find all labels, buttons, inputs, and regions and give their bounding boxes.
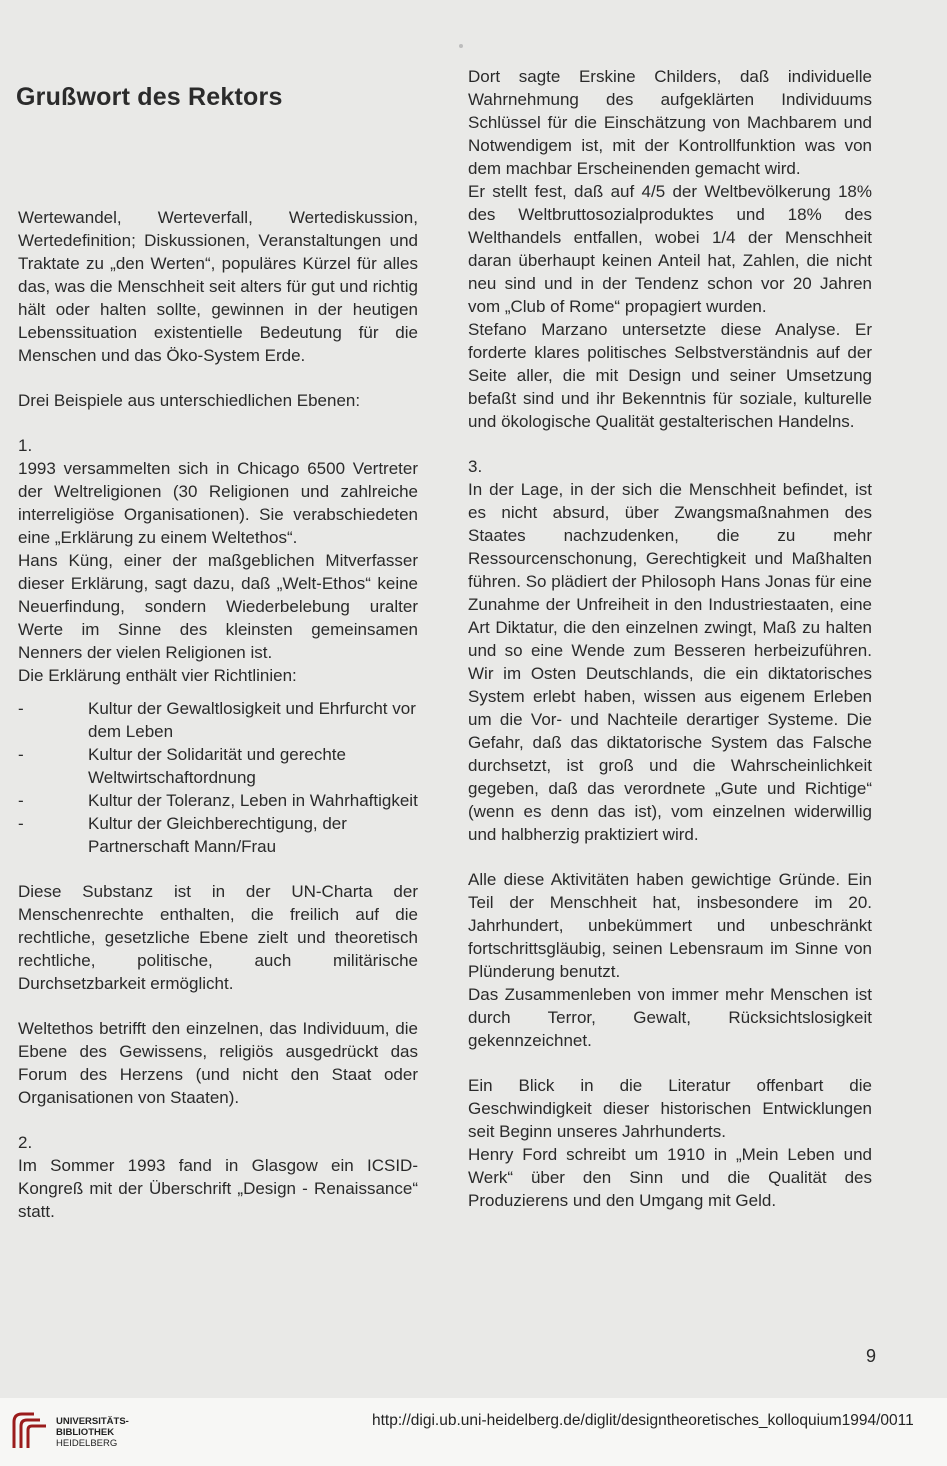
list-item <box>18 697 418 743</box>
paper-speck <box>459 44 463 48</box>
footer-bar <box>0 1398 947 1466</box>
list-item-text: Kultur der Solidarität und gerechte Weltwirtschaftordnung <box>88 745 346 787</box>
list-item-text: Kultur der Gleichberechtigung, der Partnerschaft Mann/Frau <box>88 814 347 856</box>
right-column <box>468 65 872 1212</box>
intro-paragraph: Wertewandel, Werteverfall, Wertediskussion, Wertedefinition; Diskussionen, Veranstaltungen und Traktate zu „den Werten“, populäres Kürzel für alles das, was die Menschheit seit alters für gut und richtig hält oder halten sollte, gewinnen in der heutigen Lebenssituation existentielle Bedeutung für die Menschen und das Öko-System Erde. <box>18 208 418 365</box>
list-dash: - <box>18 745 24 764</box>
list-item-text: Kultur der Toleranz, Leben in Wahrhaftigkeit <box>88 791 418 810</box>
list-item <box>18 812 418 858</box>
list-dash: - <box>18 699 24 718</box>
chicago-paragraph: 1993 versammelten sich in Chicago 6500 Vertreter der Weltreligionen (30 Religionen und zahlreiche interreligiöse Organisationen). Sie verabschiedeten eine „Erklärung zu einem Weltethos“. <box>18 459 418 547</box>
examples-intro: Drei Beispiele aus unterschiedlichen Ebenen: <box>18 391 361 410</box>
list-dash: - <box>18 791 24 810</box>
kueng-paragraph: Hans Küng, einer der maßgeblichen Mitverfasser dieser Erklärung, sagt dazu, daß „Welt-Ethos“ keine Neuerfindung, sondern Wiederbelebung uralter Werte im Sinne des kleinsten gemeinsamen Nenners der vielen Religionen ist. <box>18 551 418 662</box>
list-dash: - <box>18 814 24 833</box>
un-charter-paragraph: Diese Substanz ist in der UN-Charta der Menschenrechte enthalten, die freilich auf die rechtliche, gesetzliche Ebene zielt und theoretisch rechtliche, politische, auch militärische Durchsetzbarkeit ermöglicht. <box>18 882 418 993</box>
jonas-paragraph: In der Lage, in der sich die Menschheit befindet, ist es nicht absurd, über Zwangsmaßnahmen des Staates nachzudenken, die zu mehr Ressourcenschonung, Gerechtigkeit und Maßhalten führen. So plädiert der Philosoph Hans Jonas für eine Zunahme der Unfreiheit in den Industriestaaten, eine Art Diktatur, die den einzelnen zwingt, Maß zu halten und so eine Wende zum Besseren herbeizuführen. Wir im Osten Deutschlands, die ein diktatorisches System erlebt haben, wissen aus eigenem Erleben um die Vor- und Nachteile derartiger Systeme. Die Gefahr, daß das diktatorische System das Falsche durchsetzt, ist groß und die Wahrscheinlichkeit gegeben, daß das verordnete „Gute und Richtige“ (wenn es denn das ist), vom einzelnen widerwillig und halbherzig praktiziert wird. <box>468 480 872 844</box>
weltethos-paragraph: Weltethos betrifft den einzelnen, das Individuum, die Ebene des Gewissens, religiös ausgedrückt das Forum des Herzens (und nicht den Staat oder Organisationen von Staaten). <box>18 1019 418 1107</box>
left-column <box>18 206 418 1223</box>
childers-paragraph: Dort sagte Erskine Childers, daß individuelle Wahrnehmung des aufgeklärten Individuums Schlüssel für die Einschätzung von Machbarem und Notwendigem ist, mit der Kontrollfunktion was von dem machbar Erscheinenden gemacht wird. <box>468 67 872 178</box>
library-name-line: UNIVERSITÄTS- <box>56 1416 129 1427</box>
ford-paragraph: Henry Ford schreibt um 1910 in „Mein Leben und Werk“ über den Sinn und die Qualität des Produzierens und den Umgang mit Geld. <box>468 1145 872 1210</box>
page-number: 9 <box>866 1346 877 1366</box>
activities-paragraph: Alle diese Aktivitäten haben gewichtige Gründe. Ein Teil der Menschheit hat, insbesondere im 20. Jahrhundert, unbekümmert und unbeschränkt fortschrittsgläubig, seinen Lebensraum im Sinne von Plünderung benutzt. <box>468 870 872 981</box>
library-name <box>56 1416 129 1449</box>
literature-paragraph: Ein Blick in die Literatur offenbart die Geschwindigkeit dieser historischen Entwicklungen seit Beginn unseres Jahrhunderts. <box>468 1076 872 1141</box>
page-title: Grußwort des Rektors <box>16 82 283 111</box>
section-number-2: 2. <box>18 1133 33 1152</box>
library-name-line: BIBLIOTHEK <box>56 1427 115 1438</box>
statistics-paragraph: Er stellt fest, daß auf 4/5 der Weltbevölkerung 18% des Weltbruttosozialproduktes und 18% des Welthandels entfallen, wobei 1/4 der Menschheit daran überhaupt keinen Anteil hat, Zahlen, die nicht neu sind und in der Tendenz schon vor 20 Jahren vom „Club of Rome“ propagiert wurden. <box>468 182 872 316</box>
guidelines-intro: Die Erklärung enthält vier Richtlinien: <box>18 666 297 685</box>
marzano-paragraph: Stefano Marzano untersetzte diese Analyse. Er forderte klares politisches Selbstverständnis auf der Seite aller, die mit Design und seiner Umsetzung befaßt sind und ihr Bekenntnis für soziale, kulturelle und ökologische Qualität gestalterischen Handelns. <box>468 320 872 431</box>
library-logo-icon <box>8 1408 52 1454</box>
source-url-link[interactable]: http://digi.ub.uni-heidelberg.de/diglit/designtheoretisches_kolloquium1994/0011 <box>372 1412 914 1429</box>
coexistence-paragraph: Das Zusammenleben von immer mehr Menschen ist durch Terror, Gewalt, Rücksichtslosigkeit gekennzeichnet. <box>468 985 872 1050</box>
list-item <box>18 789 418 812</box>
glasgow-paragraph: Im Sommer 1993 fand in Glasgow ein ICSID-Kongreß mit der Überschrift „Design - Renaissance“ statt. <box>18 1156 418 1221</box>
list-item-text: Kultur der Gewaltlosigkeit und Ehrfurcht vor dem Leben <box>88 699 416 741</box>
list-item <box>18 743 418 789</box>
section-number-3: 3. <box>468 457 483 476</box>
guidelines-list <box>18 697 418 858</box>
section-number-1: 1. <box>18 436 33 455</box>
library-name-line: HEIDELBERG <box>56 1438 118 1449</box>
